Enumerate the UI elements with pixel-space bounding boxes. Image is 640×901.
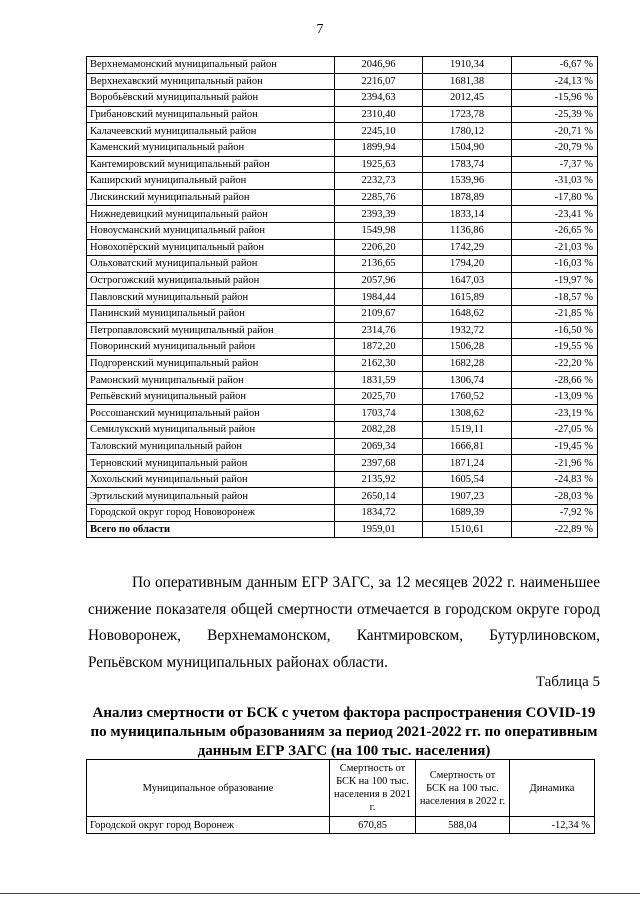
table-cell: -7,92 %: [512, 505, 598, 522]
table-cell: Семилукский муниципальный район: [87, 422, 335, 439]
table-cell: 2393,39: [335, 206, 423, 223]
table-cell: -20,71 %: [512, 123, 598, 140]
table-cell: Поворинский муниципальный район: [87, 339, 335, 356]
table-cell: Павловский муниципальный район: [87, 289, 335, 306]
table-cell: 2285,76: [335, 189, 423, 206]
table-cell: Городской округ город Воронеж: [87, 817, 330, 834]
table-cell: 1605,54: [423, 471, 512, 488]
table-cell: Воробьёвский муниципальный район: [87, 90, 335, 107]
table-cell: 1723,78: [423, 106, 512, 123]
table-row: [87, 355, 598, 372]
table-row: [87, 438, 598, 455]
table-cell: 1925,63: [335, 156, 423, 173]
table-cell: 1878,89: [423, 189, 512, 206]
table-row: [87, 305, 598, 322]
table-cell: 1504,90: [423, 139, 512, 156]
table-cell: 1872,20: [335, 339, 423, 356]
table-cell: Ольховатский муниципальный район: [87, 256, 335, 273]
table-cell: Кантемировский муниципальный район: [87, 156, 335, 173]
table-cell: 2216,07: [335, 73, 423, 90]
table-cell: Репьёвский муниципальный район: [87, 388, 335, 405]
table-cell: 1306,74: [423, 372, 512, 389]
table-cell: Терновский муниципальный район: [87, 455, 335, 472]
table-cell: 2046,96: [335, 57, 423, 74]
table-cell: 1666,81: [423, 438, 512, 455]
table-cell: -17,80 %: [512, 189, 598, 206]
table-cell: Верхнехавский муниципальный район: [87, 73, 335, 90]
table-cell: -26,65 %: [512, 222, 598, 239]
table-cell: Петропавловский муниципальный район: [87, 322, 335, 339]
table-cell: 2314,76: [335, 322, 423, 339]
table-cell: 1871,24: [423, 455, 512, 472]
table-cell: Грибановский муниципальный район: [87, 106, 335, 123]
table-row: [87, 123, 598, 140]
table-row: [87, 339, 598, 356]
table-cell: -15,96 %: [512, 90, 598, 107]
table-cell: 2109,67: [335, 305, 423, 322]
table-cell: 1959,01: [335, 521, 423, 538]
table-cell: -27,05 %: [512, 422, 598, 439]
table-cell: Эртильский муниципальный район: [87, 488, 335, 505]
table-cell: 1907,23: [423, 488, 512, 505]
table-cell: 588,04: [416, 817, 510, 834]
table-cell: 2012,45: [423, 90, 512, 107]
table-cell: 2136,65: [335, 256, 423, 273]
table-row: [87, 322, 598, 339]
table-row: [87, 471, 598, 488]
header-dynamics: Динамика: [510, 760, 595, 817]
mortality-table-body: [87, 57, 598, 538]
table-row: [87, 189, 598, 206]
table-cell: 1308,62: [423, 405, 512, 422]
table-cell: 2650,14: [335, 488, 423, 505]
table-row: [87, 206, 598, 223]
table-cell: Лискинский муниципальный район: [87, 189, 335, 206]
table-cell: 2245,10: [335, 123, 423, 140]
table-row: [87, 90, 598, 107]
table-cell: -28,03 %: [512, 488, 598, 505]
table-cell: 1760,52: [423, 388, 512, 405]
table-row: [87, 256, 598, 273]
table-cell: Верхнемамонский муниципальный район: [87, 57, 335, 74]
table-cell: Панинский муниципальный район: [87, 305, 335, 322]
table-cell: 1539,96: [423, 173, 512, 190]
table-cell: 1794,20: [423, 256, 512, 273]
table-cell: 1648,62: [423, 305, 512, 322]
table-cell: 1136,86: [423, 222, 512, 239]
table-cell: -7,37 %: [512, 156, 598, 173]
table-cell: -13,09 %: [512, 388, 598, 405]
table-cell: 1689,39: [423, 505, 512, 522]
table-cell: -19,45 %: [512, 438, 598, 455]
table-row: [87, 817, 595, 834]
table-cell: Острогожский муниципальный район: [87, 272, 335, 289]
table-row: [87, 239, 598, 256]
table-cell: 1783,74: [423, 156, 512, 173]
table-row: [87, 388, 598, 405]
table-row: [87, 422, 598, 439]
summary-paragraph: По оперативным данным ЕГР ЗАГС, за 12 месяцев 2022 г. наименьшее снижение показателя общей смертности отмечается в городском округе город Нововоронеж, Верхнемамонском, Кантмировском, Бутурлиновском, Репьёвском муниципальных районах области.: [88, 574, 600, 671]
table-row: [87, 173, 598, 190]
table-cell: 1682,28: [423, 355, 512, 372]
table-cell: Хохольский муниципальный район: [87, 471, 335, 488]
table-row: [87, 156, 598, 173]
table-row: [87, 405, 598, 422]
table-cell: -18,57 %: [512, 289, 598, 306]
table-cell: -22,89 %: [512, 521, 598, 538]
table-cell: 2394,63: [335, 90, 423, 107]
table-title: Анализ смертности от БСК с учетом фактора распространения COVID-19 по муниципальным образованиям за период 2021-2022 гг. по оперативным данным ЕГР ЗАГС (на 100 тыс. населения): [90, 705, 598, 759]
table-row: [87, 455, 598, 472]
table-cell: -16,50 %: [512, 322, 598, 339]
header-municipality: Муниципальное образование: [87, 760, 330, 817]
table-cell: Новохопёрский муниципальный район: [87, 239, 335, 256]
table-cell: 1615,89: [423, 289, 512, 306]
table-row: [87, 372, 598, 389]
header-mortality-2022: Смертность от БСК на 100 тыс. населения в 2022 г.: [416, 760, 510, 817]
mortality-table-continued: [86, 56, 598, 538]
table-cell: -22,20 %: [512, 355, 598, 372]
table-cell: 1834,72: [335, 505, 423, 522]
table-cell: 2135,92: [335, 471, 423, 488]
bsk-table-body: [87, 817, 595, 834]
table-cell: 1833,14: [423, 206, 512, 223]
table-cell: 2310,40: [335, 106, 423, 123]
table-cell: Рамонский муниципальный район: [87, 372, 335, 389]
table-header-row: [87, 760, 595, 817]
table-cell: -20,79 %: [512, 139, 598, 156]
table-cell: 1780,12: [423, 123, 512, 140]
table-cell: 1549,98: [335, 222, 423, 239]
table-label: Таблица 5: [535, 674, 600, 690]
table-row: [87, 272, 598, 289]
table-cell: Нижнедевицкий муниципальный район: [87, 206, 335, 223]
table-row: [87, 488, 598, 505]
table-row: [87, 521, 598, 538]
table-cell: -21,85 %: [512, 305, 598, 322]
table-cell: 1831,59: [335, 372, 423, 389]
table-cell: Каменский муниципальный район: [87, 139, 335, 156]
table-cell: 2057,96: [335, 272, 423, 289]
table-cell: 1506,28: [423, 339, 512, 356]
table-cell: -28,66 %: [512, 372, 598, 389]
table-cell: -12,34 %: [510, 817, 595, 834]
table-cell: -6,67 %: [512, 57, 598, 74]
table-cell: 2206,20: [335, 239, 423, 256]
page-number: 7: [316, 22, 324, 37]
table-cell: 1703,74: [335, 405, 423, 422]
table-cell: 670,85: [330, 817, 416, 834]
table-cell: Новоусманский муниципальный район: [87, 222, 335, 239]
table-cell: 1742,29: [423, 239, 512, 256]
table-cell: 1681,38: [423, 73, 512, 90]
table-cell: -31,03 %: [512, 173, 598, 190]
table-row: [87, 106, 598, 123]
table-cell: 2082,28: [335, 422, 423, 439]
table-row: [87, 57, 598, 74]
table-cell: 1910,34: [423, 57, 512, 74]
table-row: [87, 505, 598, 522]
table-cell: 1899,94: [335, 139, 423, 156]
table-cell: -16,03 %: [512, 256, 598, 273]
table-row: [87, 222, 598, 239]
table-cell: 1519,11: [423, 422, 512, 439]
table-cell: 2232,73: [335, 173, 423, 190]
bsk-mortality-table: [86, 759, 595, 834]
table-cell: -23,41 %: [512, 206, 598, 223]
table-cell: Россошанский муниципальный район: [87, 405, 335, 422]
table-row: [87, 139, 598, 156]
page-edge-line: [0, 893, 640, 894]
table-cell: Всего по области: [87, 521, 335, 538]
table-cell: Каширский муниципальный район: [87, 173, 335, 190]
table-cell: 2162,30: [335, 355, 423, 372]
table-cell: 2397,68: [335, 455, 423, 472]
table-cell: -21,96 %: [512, 455, 598, 472]
table-cell: -21,03 %: [512, 239, 598, 256]
table-cell: Подгоренский муниципальный район: [87, 355, 335, 372]
table-cell: -19,55 %: [512, 339, 598, 356]
table-cell: 1510,61: [423, 521, 512, 538]
table-row: [87, 73, 598, 90]
table-cell: -25,39 %: [512, 106, 598, 123]
table-cell: 1984,44: [335, 289, 423, 306]
table-cell: 2025,70: [335, 388, 423, 405]
table-cell: -24,83 %: [512, 471, 598, 488]
table-cell: Таловский муниципальный район: [87, 438, 335, 455]
table-cell: 2069,34: [335, 438, 423, 455]
table-cell: Калачеевский муниципальный район: [87, 123, 335, 140]
header-mortality-2021: Смертность от БСК на 100 тыс. населения в 2021 г.: [330, 760, 416, 817]
table-cell: -19,97 %: [512, 272, 598, 289]
table-cell: -24,13 %: [512, 73, 598, 90]
table-row: [87, 289, 598, 306]
table-cell: Городской округ город Нововоронеж: [87, 505, 335, 522]
table-cell: 1932,72: [423, 322, 512, 339]
table-cell: -23,19 %: [512, 405, 598, 422]
table-cell: 1647,03: [423, 272, 512, 289]
